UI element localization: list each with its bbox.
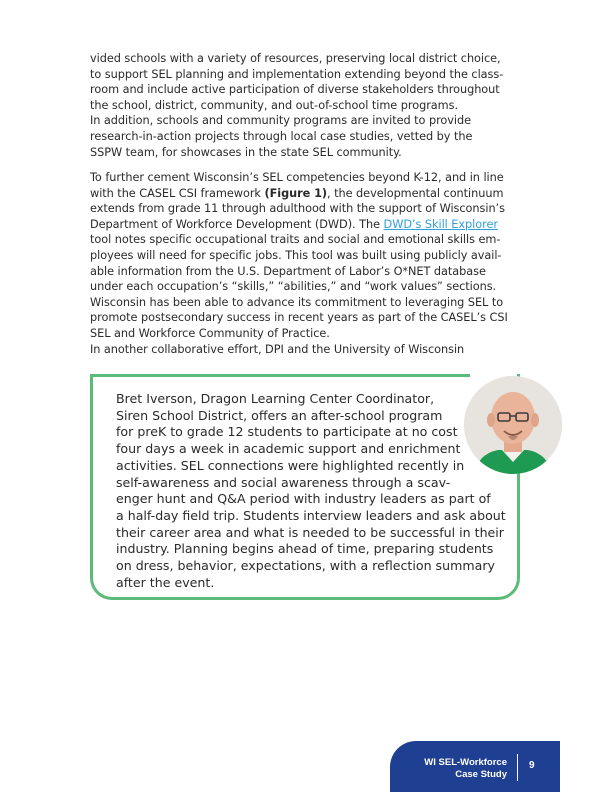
callout-line: Siren School District, offers an after-school program <box>116 407 443 423</box>
callout-text <box>116 391 511 591</box>
body-text-middle <box>90 170 530 357</box>
footer-title-line: WI SEL-Workforce <box>424 757 507 768</box>
callout-line: a half-day field trip. Students interview leaders and ask about <box>116 507 506 523</box>
body-text-top <box>90 51 530 160</box>
figure-reference: (Figure 1) <box>264 186 328 200</box>
text-line: , the developmental continuum <box>327 186 504 200</box>
text-line: research-in-action projects through local case studies, vetted by the <box>90 129 473 143</box>
text-line: promote postsecondary success in recent years as part of the CASEL’s CSI <box>90 311 508 325</box>
text-line: extends from grade 11 through adulthood with the support of Wisconsin’s <box>90 202 505 216</box>
text-line: to support SEL planning and implementation extending beyond the class- <box>90 67 504 81</box>
footer-title-line: Case Study <box>455 769 507 780</box>
portrait-illustration <box>464 376 562 474</box>
paragraph-4 <box>90 342 530 358</box>
paragraph-1 <box>90 51 530 113</box>
text-line: room and include active participation of diverse stakeholders throughout <box>90 83 500 97</box>
text-line: under each occupation’s “skills,” “abilities,” and “work values” sections. <box>90 280 497 294</box>
text-line: In addition, schools and community programs are invited to provide <box>90 114 472 128</box>
callout-line: four days a week in academic support and enrichment <box>116 441 461 457</box>
callout-line: self-awareness and social awareness through a scav- <box>116 474 451 490</box>
callout-line: Bret Iverson, Dragon Learning Center Coordinator, <box>116 391 435 406</box>
callout-line: on dress, behavior, expectations, with a reflection summary <box>116 558 495 574</box>
callout-top-border <box>90 374 470 377</box>
portrait-photo <box>464 376 562 474</box>
page-number: 9 <box>529 760 535 771</box>
text-line: with the CASEL CSI framework <box>90 186 265 200</box>
callout-line: industry. Planning begins ahead of time, preparing students <box>116 541 494 557</box>
callout-line: activities. SEL connections were highlighted recently in <box>116 457 465 473</box>
footer-tab <box>390 741 560 792</box>
text-line: ployees will need for specific jobs. This tool was built using publicly avail- <box>90 248 502 262</box>
text-line: the school, district, community, and out-of-school time programs. <box>90 98 458 112</box>
text-line: To further cement Wisconsin’s SEL competencies beyond K-12, and in line <box>90 171 504 184</box>
skill-explorer-link[interactable]: DWD’s Skill Explorer <box>383 217 498 231</box>
text-line: Department of Workforce Development (DWD). The <box>90 217 384 231</box>
footer-divider <box>517 754 518 781</box>
text-line: vided schools with a variety of resources, preserving local district choice, <box>90 52 501 65</box>
callout-line: after the event. <box>116 574 215 590</box>
callout-line: their career area and what is needed to be successful in their <box>116 524 504 540</box>
text-line: SSPW team, for showcases in the state SEL community. <box>90 145 402 159</box>
text-line: tool notes specific occupational traits and social and emotional skills em- <box>90 233 501 247</box>
callout-line: enger hunt and Q&A period with industry leaders as part of <box>116 491 491 507</box>
text-line: In another collaborative effort, DPI and the University of Wisconsin <box>90 342 465 356</box>
text-line: SEL and Workforce Community of Practice. <box>90 326 330 340</box>
footer-title <box>424 757 507 781</box>
paragraph-2 <box>90 113 530 160</box>
paragraph-3 <box>90 170 530 342</box>
text-line: Wisconsin has been able to advance its commitment to leveraging SEL to <box>90 295 504 309</box>
text-line: able information from the U.S. Department of Labor’s O*NET database <box>90 264 486 278</box>
callout-line: for preK to grade 12 students to participate at no cost <box>116 424 458 440</box>
